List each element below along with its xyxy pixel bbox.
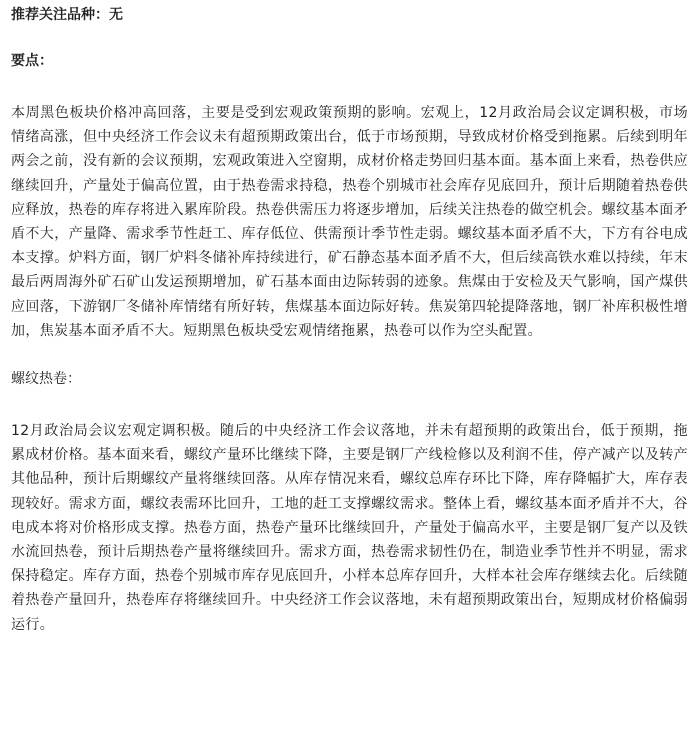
- key-points-heading: 要点：: [11, 53, 53, 69]
- rebar-hot-coil-heading: 螺纹热卷：: [11, 371, 81, 388]
- recommended-varieties: 推荐关注品种：无: [11, 7, 123, 23]
- rebar-hot-coil-paragraph: 12月政治局会议宏观定调积极。随后的中央经济工作会议落地，并未有超预期的政策出台，低于预期，拖累成材价格。基本面来看，螺纹产量环比继续下降，主要是钢厂产线检修以及利润不佳，停产减产以及转产其他品种，预计后期螺纹产量将继续回落。从库存情况来看，螺纹总库存环比下降，库存降幅扩大，库存表现较好。需求方面，螺纹表需环比回升，工地的赶工支撑螺纹需求。整体上看，螺纹基本面矛盾并不大，谷电成本将对价格形成支撑。热卷方面，热卷产量环比继续回升，产量处于偏高水平，主要是钢厂复产以及铁水流回热卷，预计后期热卷产量将继续回升。需求方面，热卷需求韧性仍在，制造业季节性并不明显，需求保持稳定。库存方面，热卷个别城市库存见底回升，小样本总库存回升，大样本社会库存继续去化。后续随着热卷产量回升，热卷库存将继续回升。中央经济工作会议落地，未有超预期政策出台，短期成材价格偏弱运行。: [11, 423, 688, 633]
- summary-paragraph: 本周黑色板块价格冲高回落，主要是受到宏观政策预期的影响。宏观上，12月政治局会议定调积极，市场情绪高涨，但中央经济工作会议未有超预期政策出台，低于市场预期，导致成材价格受到拖累。后续到明年两会之前，没有新的会议预期，宏观政策进入空窗期，成材价格走势回归基本面。基本面上来看，热卷供应继续回升，产量处于偏高位置，由于热卷需求持稳，热卷个别城市社会库存见底回升，预计后期随着热卷供应释放，热卷的库存将进入累库阶段。热卷供需压力将逐步增加，后续关注热卷的做空机会。螺纹基本面矛盾不大，产量降、需求季节性赶工、库存低位、供需预计季节性走弱。螺纹基本面矛盾不大，下方有谷电成本支撑。炉料方面，钢厂炉料冬储补库持续进行，矿石静态基本面矛盾不大，但后续高铁水难以持续，年末最后两周海外矿石矿山发运预期增加，矿石基本面由边际转弱的迹象。焦煤由于安检及天气影响，国产煤供应回落，下游钢厂冬储补库情绪有所好转，焦煤基本面边际好转。焦炭第四轮提降落地，钢厂补库积极性增加，焦炭基本面矛盾不大。短期黑色板块受宏观情绪拖累，热卷可以作为空头配置。: [11, 105, 688, 339]
